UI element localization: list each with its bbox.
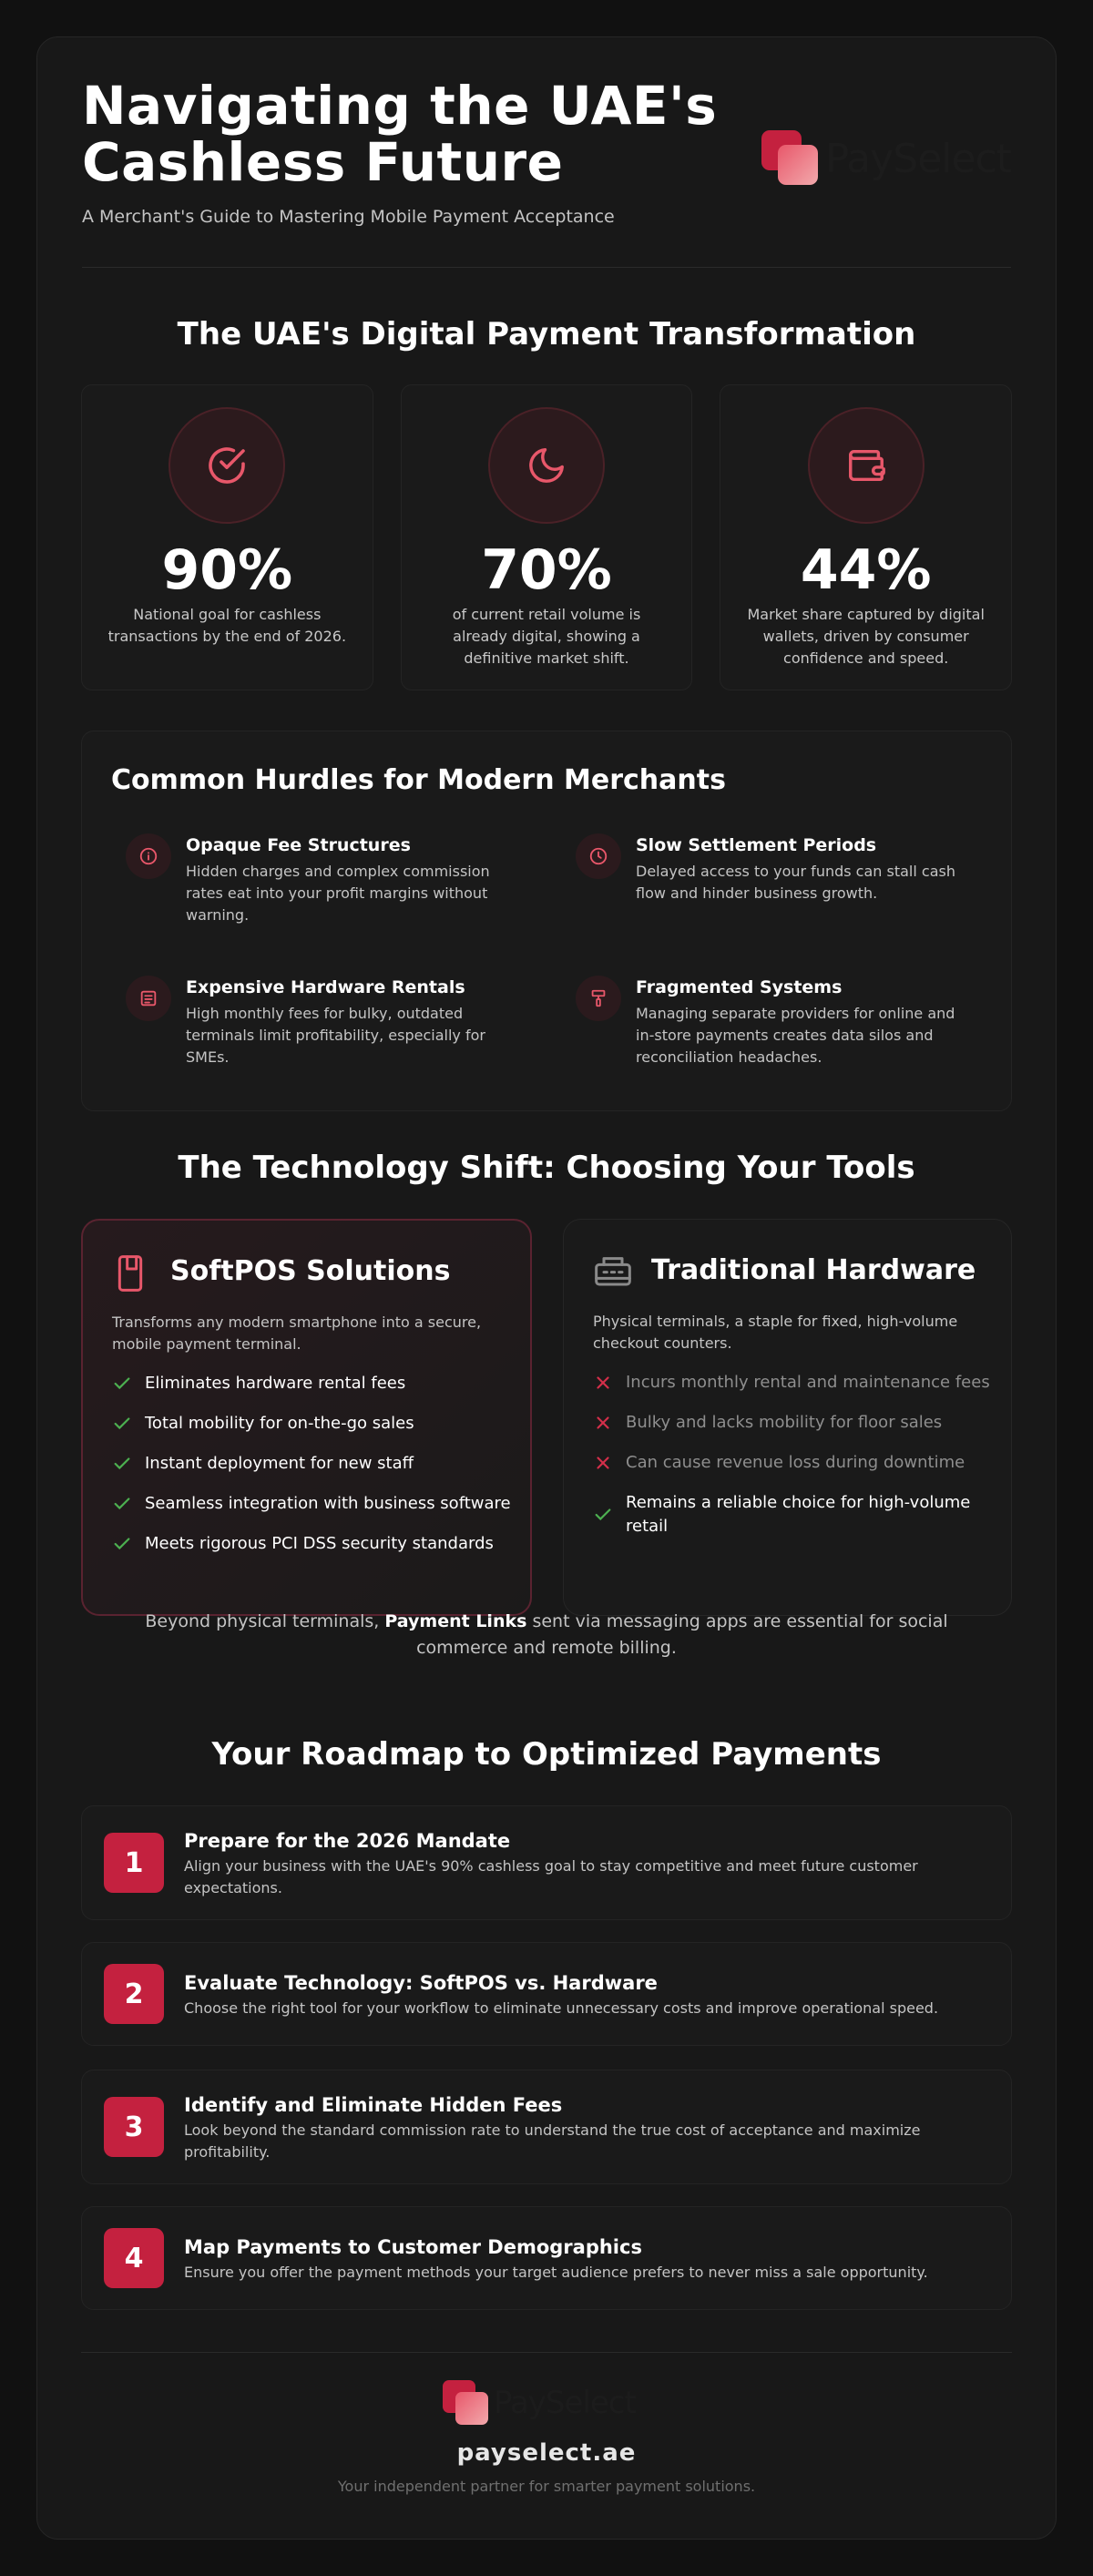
step-description: Look beyond the standard commission rate to understand the true cost of acceptance and maximize profitability. [184,2121,921,2161]
check-icon [112,1494,132,1514]
list-item: Meets rigorous PCI DSS security standards [112,1532,513,1556]
payment-links-highlight: Payment Links [384,1611,527,1631]
step-number: 4 [104,2228,164,2288]
hurdle-title: Opaque Fee Structures [186,835,411,855]
stat-card [81,384,373,690]
list-item: Can cause revenue loss during downtime [593,1451,994,1475]
footer-tagline: Your independent partner for smarter payment solutions. [337,2478,756,2495]
page-subtitle: A Merchant's Guide to Mastering Mobile Payment Acceptance [82,207,615,227]
hurdle-title: Slow Settlement Periods [636,835,877,855]
info-icon [126,833,171,879]
logo-text: PaySelect [824,135,1011,182]
clock-icon [576,833,621,879]
smartphone-icon [112,1253,148,1293]
list-item: Instant deployment for new staff [112,1452,513,1476]
list-item: Incurs monthly rental and maintenance fees [593,1371,994,1395]
payment-links-note: Beyond physical terminals, Payment Links sent via messaging apps are essential for social commerce and remote billing. [145,1611,948,1658]
logo-mark-icon [761,130,822,187]
list-item: Total mobility for on-the-go sales [112,1412,513,1436]
cross-icon [593,1453,613,1473]
check-circle-icon [169,407,285,524]
hardware-title: Traditional Hardware [651,1254,976,1286]
hardware-description: Physical terminals, a staple for fixed, high-volume checkout counters. [593,1313,958,1352]
stat-description: of current retail volume is already digital, showing a definitive market shift. [452,606,641,667]
hardware-card [563,1219,1012,1616]
hurdles-panel [81,731,1012,1111]
softpos-benefits-list [112,1372,513,1572]
stat-value: 70% [481,538,612,602]
softpos-title: SoftPOS Solutions [170,1255,451,1287]
receipt-icon [126,976,171,1021]
stats-row [81,384,1012,690]
check-icon [112,1534,132,1554]
roadmap-title: Your Roadmap to Optimized Payments [211,1736,882,1773]
roadmap-step [81,1942,1012,2046]
roadmap-step [81,2070,1012,2184]
logo-mark-icon [443,2380,490,2426]
cash-register-icon [593,1252,633,1293]
step-title: Prepare for the 2026 Mandate [184,1830,511,1852]
list-item: Eliminates hardware rental fees [112,1372,513,1395]
paint-roller-icon [576,976,621,1021]
wallet-icon [808,407,924,524]
hurdle-description: Delayed access to your funds can stall cash flow and hinder business growth. [636,863,955,902]
step-title: Identify and Eliminate Hidden Fees [184,2094,563,2116]
hurdle-description: Hidden charges and complex commission rates eat into your profit margins without warning. [186,863,490,924]
cross-icon [593,1413,613,1433]
list-item: Seamless integration with business software [112,1492,513,1516]
softpos-description: Transforms any modern smartphone into a secure, mobile payment terminal. [112,1314,482,1353]
step-title: Map Payments to Customer Demographics [184,2236,642,2258]
stat-card [720,384,1012,690]
step-title: Evaluate Technology: SoftPOS vs. Hardware [184,1972,658,1994]
header [82,37,1011,268]
page-title: Navigating the UAE's Cashless Future [82,75,718,193]
hardware-points-list [593,1371,994,1555]
softpos-card [81,1219,532,1616]
list-item: Remains a reliable choice for high-volume retail [593,1491,994,1538]
footer-divider [81,2352,1012,2353]
check-icon [112,1454,132,1474]
stat-description: Market share captured by digital wallets, driven by consumer confidence and speed. [747,606,985,667]
check-icon [593,1505,613,1525]
stat-value: 90% [161,538,293,602]
technology-title: The Technology Shift: Choosing Your Tools [178,1150,915,1186]
step-number: 2 [104,1964,164,2024]
hurdle-description: Managing separate providers for online and in-store payments creates data silos and reconciliation headaches. [636,1005,955,1066]
step-number: 3 [104,2097,164,2157]
check-icon [112,1374,132,1394]
logo-text: PaySelect [494,2385,636,2421]
step-number: 1 [104,1833,164,1893]
technology-comparison [81,1219,1012,1616]
roadmap-step [81,1805,1012,1920]
roadmap-step [81,2206,1012,2310]
hurdles-title: Common Hurdles for Modern Merchants [111,764,726,796]
footer-logo [443,2379,636,2427]
step-description: Choose the right tool for your workflow to eliminate unnecessary costs and improve operational speed. [184,1999,939,2017]
footer-website-link[interactable]: payselect.ae [456,2439,637,2467]
step-description: Ensure you offer the payment methods your target audience prefers to never miss a sale opportunity. [184,2264,928,2281]
step-description: Align your business with the UAE's 90% cashless goal to stay competitive and meet future customer expectations. [184,1857,918,1896]
transformation-title: The UAE's Digital Payment Transformation [177,316,916,353]
stat-description: National goal for cashless transactions by the end of 2026. [107,606,347,645]
stat-card [401,384,693,690]
hurdle-title: Fragmented Systems [636,977,843,997]
hurdle-title: Expensive Hardware Rentals [186,977,465,997]
stat-value: 44% [800,538,932,602]
cross-icon [593,1373,613,1393]
hurdle-description: High monthly fees for bulky, outdated terminals limit profitability, especially for SMEs. [186,1005,485,1066]
check-icon [112,1414,132,1434]
brand-logo [761,128,1011,189]
list-item: Bulky and lacks mobility for floor sales [593,1411,994,1435]
moon-icon [488,407,605,524]
